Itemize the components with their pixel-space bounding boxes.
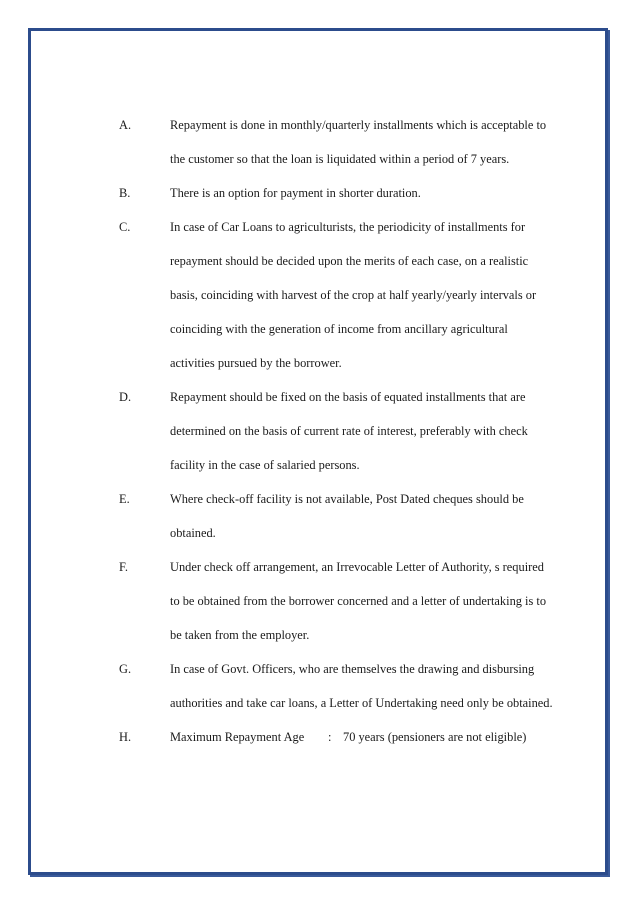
item-text [170, 726, 579, 749]
item-letter: E. [119, 492, 130, 506]
item-letter: G. [119, 662, 132, 676]
age-separator: : [328, 730, 332, 744]
text-line: repayment should be decided upon the merits of each case, on a realistic [170, 254, 529, 268]
list-item-h [119, 726, 579, 749]
text-line: to be obtained from the borrower concerned and a letter of undertaking is to [170, 594, 547, 608]
item-letter: C. [119, 220, 131, 234]
text-line: Repayment should be fixed on the basis of equated installments that are [170, 390, 526, 404]
text-line: the customer so that the loan is liquidated within a period of 7 years. [170, 152, 510, 166]
item-letter: H. [119, 730, 132, 744]
list-item-a [119, 114, 579, 171]
text-line: Repayment is done in monthly/quarterly installments which is acceptable to [170, 118, 547, 132]
text-line: facility in the case of salaried persons. [170, 458, 360, 472]
document-content [119, 114, 579, 760]
list-item-c [119, 216, 579, 375]
list-item-b [119, 182, 579, 205]
text-line: obtained. [170, 526, 216, 540]
item-text [170, 216, 579, 375]
list-item-e [119, 488, 579, 545]
item-letter: A. [119, 118, 132, 132]
item-letter: D. [119, 390, 132, 404]
text-line [170, 726, 579, 749]
text-line: Under check off arrangement, an Irrevocable Letter of Authority, s required [170, 560, 544, 574]
text-line: authorities and take car loans, a Letter of Undertaking need only be obtained. [170, 696, 553, 710]
text-line: activities pursued by the borrower. [170, 356, 342, 370]
item-text [170, 386, 579, 477]
text-line: coinciding with the generation of income from ancillary agricultural [170, 322, 508, 336]
item-text [170, 182, 579, 205]
text-line: Where check-off facility is not available, Post Dated cheques should be [170, 492, 524, 506]
list-item-g [119, 658, 579, 715]
item-letter: F. [119, 560, 128, 574]
text-line: determined on the basis of current rate of interest, preferably with check [170, 424, 528, 438]
text-line: There is an option for payment in shorter duration. [170, 186, 421, 200]
text-line: be taken from the employer. [170, 628, 310, 642]
list-item-f [119, 556, 579, 647]
item-text [170, 658, 579, 715]
text-line: In case of Govt. Officers, who are themselves the drawing and disbursing [170, 662, 535, 676]
item-letter: B. [119, 186, 131, 200]
list-item-d [119, 386, 579, 477]
item-text [170, 114, 579, 171]
text-line: In case of Car Loans to agriculturists, the periodicity of installments for [170, 220, 526, 234]
text-line: basis, coinciding with harvest of the crop at half yearly/yearly intervals or [170, 288, 537, 302]
age-label: Maximum Repayment Age [170, 730, 305, 744]
item-text [170, 556, 579, 647]
age-value: 70 years (pensioners are not eligible) [343, 730, 527, 744]
item-text [170, 488, 579, 545]
